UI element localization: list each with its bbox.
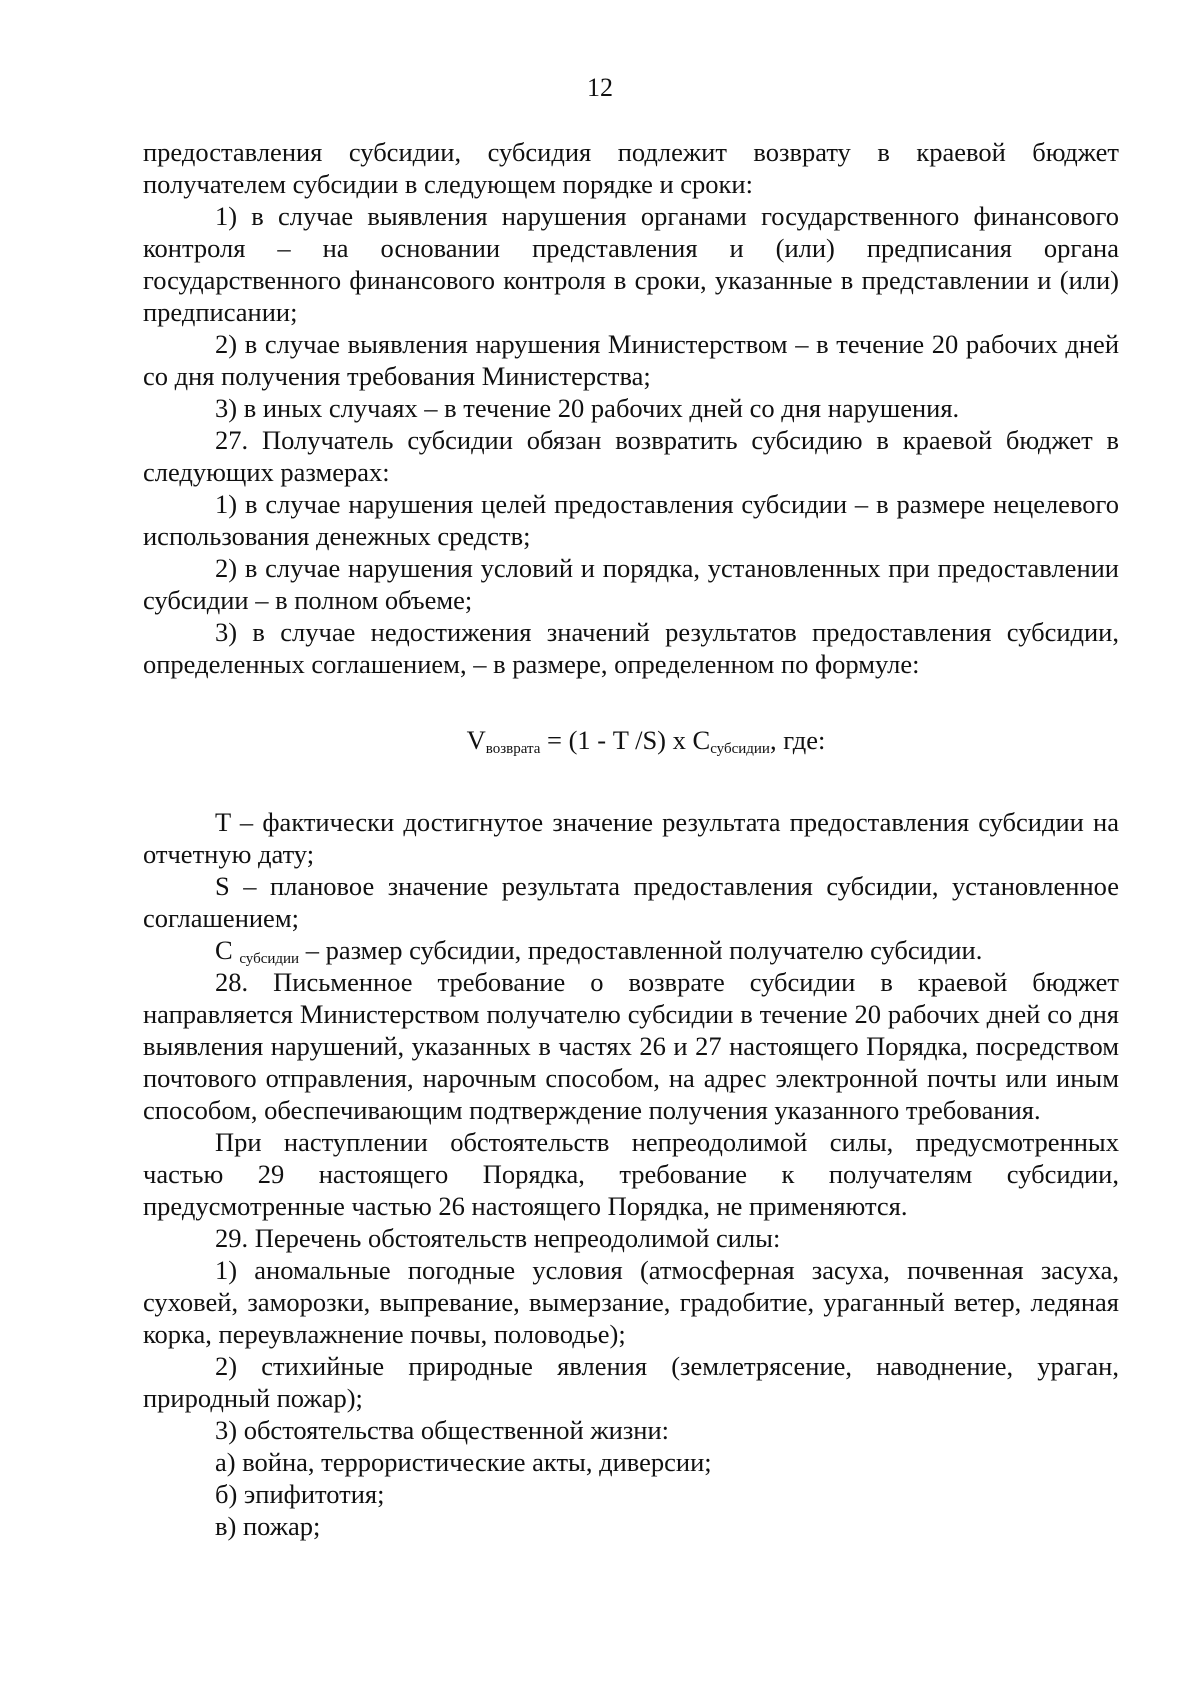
paragraph-29: 29. Перечень обстоятельств непреодолимой силы: <box>215 1223 781 1253</box>
paragraph-29-item-2: 2) стихийные природные явления (землетрясение, наводнение, ураган, природный пожар); <box>143 1351 1119 1413</box>
paragraph-item-3-other-cases: 3) в иных случаях – в течение 20 рабочих дней со дня нарушения. <box>215 393 960 423</box>
page-number: 12 <box>587 73 613 102</box>
formula-tail: , где: <box>769 725 826 755</box>
paragraph-item-1-financial-control: 1) в случае выявления нарушения органами государственного финансового контроля – на основании представления и (или) предписания органа государственного финансового контроля в сроки, указанные в представлении и (или) предписании; <box>143 201 1119 327</box>
definition-c-subscript: субсидии <box>239 951 300 967</box>
paragraph-29-item-3b: б) эпифитотия; <box>215 1479 385 1509</box>
paragraph-28: 28. Письменное требование о возврате субсидии в краевой бюджет направляется Министерством получателю субсидии в течение 20 рабочих дней со дня выявления нарушений, указанных в частях 26 и 27 настоящего Порядка, посредством почтового отправления, нарочным способом, на адрес электронной почты или иным способом, обеспечивающим подтверждение получения указанного требования. <box>143 967 1119 1125</box>
formula-v-letter: V <box>466 725 486 755</box>
formula-c-subscript: субсидии <box>710 741 770 757</box>
formula-middle: = (1 - T /S) x C <box>540 725 711 755</box>
definition-c-text: – размер субсидии, предоставленной получателю субсидии. <box>299 935 983 965</box>
definition-c-letter: C <box>215 935 233 965</box>
paragraph-item-2-ministry: 2) в случае выявления нарушения Министерством – в течение 20 рабочих дней со дня получения требования Министерства; <box>143 329 1119 391</box>
paragraph-29-item-3: 3) обстоятельства общественной жизни: <box>215 1415 670 1445</box>
paragraph-27-item-2: 2) в случае нарушения условий и порядка, установленных при предоставлении субсидии – в полном объеме; <box>143 553 1119 615</box>
definition-t: T – фактически достигнутое значение результата предоставления субсидии на отчетную дату; <box>143 807 1119 869</box>
document-body <box>143 136 1119 1542</box>
paragraph-27-item-1: 1) в случае нарушения целей предоставления субсидии – в размере нецелевого использования денежных средств; <box>143 489 1119 551</box>
return-formula <box>143 724 1119 756</box>
paragraph-29-item-3a: а) война, террористические акты, диверсии; <box>215 1447 712 1477</box>
paragraph-29-item-3c: в) пожар; <box>215 1511 321 1541</box>
definition-c <box>143 934 1119 966</box>
paragraph-continuation: предоставления субсидии, субсидия подлежит возврату в краевой бюджет получателем субсидии в следующем порядке и сроки: <box>143 137 1119 199</box>
definition-s: S – плановое значение результата предоставления субсидии, установленное соглашением; <box>143 871 1119 933</box>
paragraph-27-item-3: 3) в случае недостижения значений результатов предоставления субсидии, определенных соглашением, – в размере, определенном по формуле: <box>143 617 1119 679</box>
paragraph-27: 27. Получатель субсидии обязан возвратить субсидию в краевой бюджет в следующих размерах: <box>143 425 1119 487</box>
paragraph-29-item-1: 1) аномальные погодные условия (атмосферная засуха, почвенная засуха, суховей, заморозки, выпревание, вымерзание, градобитие, ураганный ветер, ледяная корка, переувлажнение почвы, половодье); <box>143 1255 1119 1349</box>
paragraph-force-majeure-exception: При наступлении обстоятельств непреодолимой силы, предусмотренных частью 29 настоящего Порядка, требование к получателям субсидии, предусмотренные частью 26 настоящего Порядка, не применяются. <box>143 1127 1119 1221</box>
formula-v-subscript: возврата <box>485 741 541 757</box>
